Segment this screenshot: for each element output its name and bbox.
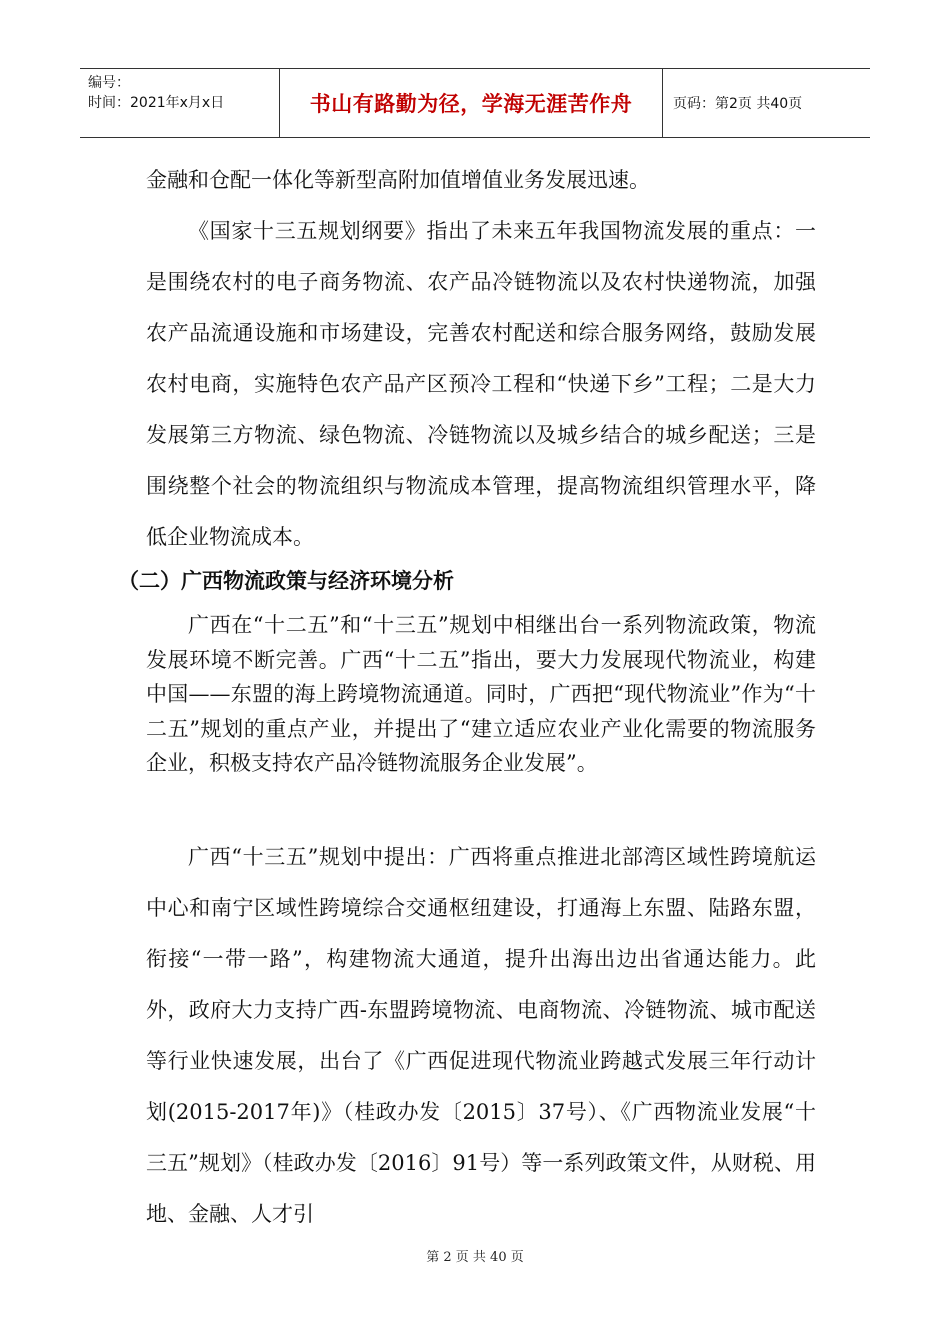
page-footer: 第 2 页 共 40 页 <box>426 1250 524 1265</box>
section-heading: （二）广西物流政策与经济环境分析 <box>118 569 454 593</box>
paragraph-national-plan: 《国家十三五规划纲要》指出了未来五年我国物流发展的重点：一是围绕农村的电子商务物流、农产品冷链物流以及农村快递物流，加强农产品流通设施和市场建设，完善农村配送和综合服务网络，鼓励发展农村电商，实施特色农产品产区预冷工程和“快递下乡”工程；二是大力发展第三方物流、绿色物流、冷链物流以及城乡结合的城乡配送；三是围绕整个社会的物流组织与物流成本管理，提高物流组织管理水平，降低企业物流成本。 <box>146 219 816 549</box>
document-body-3 <box>146 832 816 1240</box>
document-body <box>146 155 816 563</box>
document-body-2 <box>146 608 816 781</box>
header-meta <box>80 69 280 137</box>
paragraph-continuation: 金融和仓配一体化等新型高附加值增值业务发展迅速。 <box>146 168 650 192</box>
page-header <box>80 68 870 138</box>
header-motto-cell <box>280 69 663 137</box>
document-time-label: 时间：2021年x月x日 <box>88 95 225 111</box>
paragraph-guangxi-13th-plan: 广西“十三五”规划中提出：广西将重点推进北部湾区域性跨境航运中心和南宁区域性跨境综合交通枢纽建设，打通海上东盟、陆路东盟，衔接“一带一路”，构建物流大通道，提升出海出边出省通达能力。此外，政府大力支持广西-东盟跨境物流、电商物流、冷链物流、城市配送等行业快速发展，出台了《广西促进现代物流业跨越式发展三年行动计划(2015-2017年)》（桂政办发〔2015〕37号）、《广西物流业发展“十三五”规划》（桂政办发〔2016〕91号）等一系列政策文件，从财税、用地、金融、人才引 <box>146 845 816 1226</box>
document-number-label: 编号： <box>88 75 130 91</box>
header-page-code: 页码：第2页 共40页 <box>673 96 803 112</box>
paragraph-guangxi-policy: 广西在“十二五”和“十三五”规划中相继出台一系列物流政策，物流发展环境不断完善。广西“十二五”指出，要大力发展现代物流业，构建中国——东盟的海上跨境物流通道。同时，广西把“现代物流业”作为“十二五”规划的重点产业，并提出了“建立适应农业产业化需要的物流服务企业，积极支持农产品冷链物流服务企业发展”。 <box>146 613 816 775</box>
header-motto: 书山有路勤为径，学海无涯苦作舟 <box>309 92 633 116</box>
section-heading-wrapper <box>118 556 788 606</box>
